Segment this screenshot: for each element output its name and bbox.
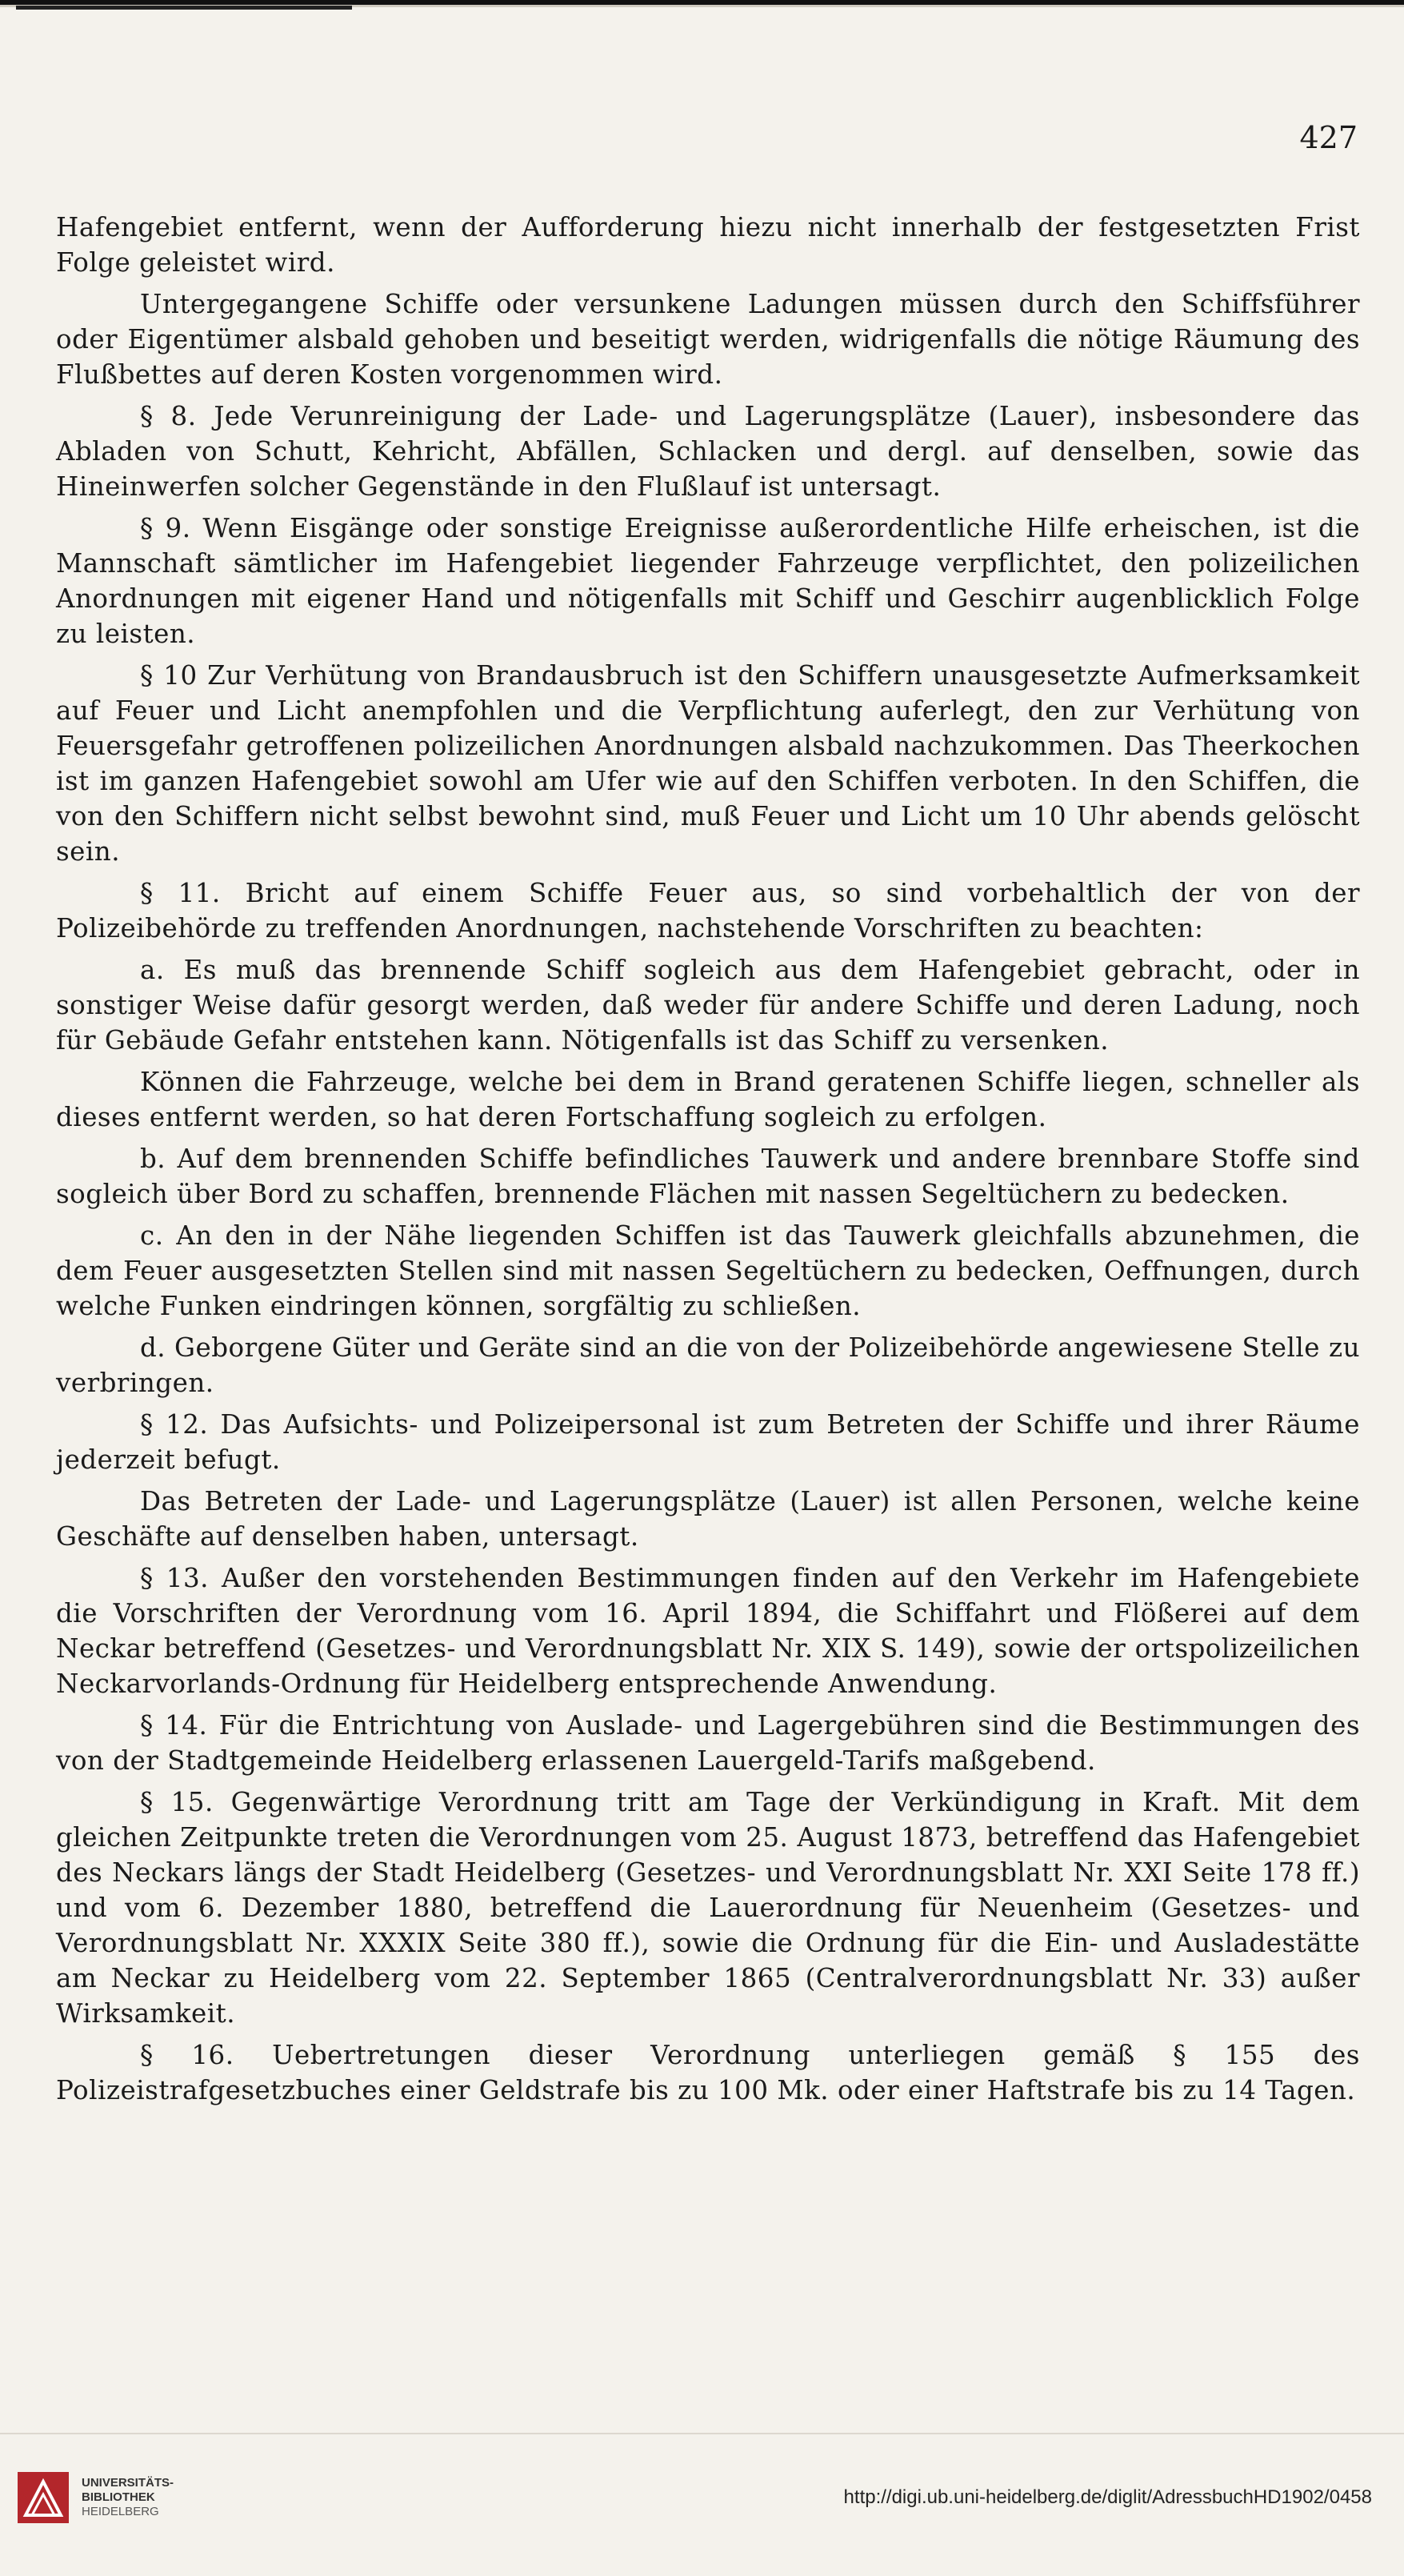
page-number: 427 — [1299, 120, 1358, 155]
section-14: § 14. Für die Entrichtung von Auslade- und Lagergebühren sind die Bestimmungen des von der Stadtgemeinde Heidelberg erlassenen Lauergeld-Tarifs maßgebend. — [56, 1710, 1360, 1776]
paragraph-continuation: Hafengebiet entfernt, wenn der Aufforderung hiezu nicht innerhalb der festgesetzten Frist Folge geleistet wird. — [56, 212, 1360, 278]
library-name — [82, 2476, 174, 2519]
section-12: § 12. Das Aufsichts- und Polizeipersonal ist zum Betreten der Schiffe und ihrer Räume jederzeit befugt. — [56, 1409, 1360, 1475]
section-13: § 13. Außer den vorstehenden Bestimmungen finden auf den Verkehr im Hafengebiete die Vorschriften der Verordnung vom 16. April 1894, die Schiffahrt und Flößerei auf dem Neckar betreffend (Gesetzes- und Verordnungsblatt Nr. XIX S. 149), sowie der ortspolizeilichen Neckarvorlands-Ordnung für Heidelberg entsprechende Anwendung. — [56, 1563, 1360, 1699]
library-name-line-2: BIBLIOTHEK — [82, 2490, 155, 2504]
section-12-note: Das Betreten der Lade- und Lagerungsplätze (Lauer) ist allen Personen, welche keine Geschäfte auf denselben haben, untersagt. — [56, 1486, 1360, 1552]
library-seal-icon — [16, 2470, 70, 2525]
section-11-item-a: a. Es muß das brennende Schiff sogleich aus dem Hafengebiet gebracht, oder in sonstiger Weise dafür gesorgt werden, daß weder für andere Schiffe und deren Ladung, noch für Gebäude Gefahr entstehen kann. Nötigenfalls ist das Schiff zu versenken. — [56, 955, 1360, 1056]
scan-top-edge — [0, 0, 1404, 13]
section-9: § 9. Wenn Eisgänge oder sonstige Ereignisse außerordentliche Hilfe erheischen, ist die Mannschaft sämtlicher im Hafengebiet liegender Fahrzeuge verpflichtet, den polizeilichen Anordnungen mit eigener Hand und nötigenfalls mit Schiff und Geschirr augenblicklich Folge zu leisten. — [56, 513, 1360, 649]
library-logo — [16, 2470, 174, 2525]
page-body — [56, 210, 1360, 2114]
section-11-item-b: b. Auf dem brennenden Schiffe befindliches Tauwerk und andere brennbare Stoffe sind sogleich über Bord zu schaffen, brennende Flächen mit nassen Segeltüchern zu bedecken. — [56, 1144, 1360, 1209]
permalink-url[interactable]: http://digi.ub.uni-heidelberg.de/diglit/AdressbuchHD1902/0458 — [843, 2486, 1372, 2508]
section-11: § 11. Bricht auf einem Schiffe Feuer aus, so sind vorbehaltlich der von der Polizeibehörde zu treffenden Anordnungen, nachstehende Vorschriften zu beachten: — [56, 878, 1360, 943]
digitization-footer — [0, 2433, 1404, 2576]
section-11-item-c: c. An den in der Nähe liegenden Schiffen ist das Tauwerk gleichfalls abzunehmen, die dem Feuer ausgesetzten Stellen sind mit nassen Segeltüchern zu bedecken, Oeffnungen, durch welche Funken eindringen können, sorgfältig zu schließen. — [56, 1220, 1360, 1321]
section-16: § 16. Uebertretungen dieser Verordnung unterliegen gemäß § 155 des Polizeistrafgesetzbuches einer Geldstrafe bis zu 100 Mk. oder einer Haftstrafe bis zu 14 Tagen. — [56, 2040, 1360, 2105]
paragraph-sunken-ships: Untergegangene Schiffe oder versunkene Ladungen müssen durch den Schiffsführer oder Eigentümer alsbald gehoben und beseitigt werden, widrigenfalls die nötige Räumung des Flußbettes auf deren Kosten vorgenommen wird. — [56, 289, 1360, 390]
section-10: § 10 Zur Verhütung von Brandausbruch ist den Schiffern unausgesetzte Aufmerksamkeit auf Feuer und Licht anempfohlen und die Verpflichtung auferlegt, den zur Verhütung von Feuersgefahr getroffenen polizeilichen Anordnungen alsbald nachzukommen. Das Theerkochen ist im ganzen Hafengebiet sowohl am Ufer wie auf den Schiffen verboten. In den Schiffen, die von den Schiffern nicht selbst bewohnt sind, muß Feuer und Licht um 10 Uhr abends gelöscht sein. — [56, 660, 1360, 867]
library-name-line-1: UNIVERSITÄTS- — [82, 2476, 174, 2490]
section-8: § 8. Jede Verunreinigung der Lade- und Lagerungsplätze (Lauer), insbesondere das Abladen von Schutt, Kehricht, Abfällen, Schlacken und dergl. auf denselben, sowie das Hineinwerfen solcher Gegenstände in den Flußlauf ist untersagt. — [56, 401, 1360, 502]
section-11-item-d: d. Geborgene Güter und Geräte sind an die von der Polizeibehörde angewiesene Stelle zu verbringen. — [56, 1332, 1360, 1398]
section-11-item-a-note: Können die Fahrzeuge, welche bei dem in Brand geratenen Schiffe liegen, schneller als dieses entfernt werden, so hat deren Fortschaffung sogleich zu erfolgen. — [56, 1067, 1360, 1132]
library-name-line-3: HEIDELBERG — [82, 2505, 159, 2518]
section-15: § 15. Gegenwärtige Verordnung tritt am Tage der Verkündigung in Kraft. Mit dem gleichen Zeitpunkte treten die Verordnungen vom 25. August 1873, betreffend das Hafengebiet des Neckars längs der Stadt Heidelberg (Gesetzes- und Verordnungsblatt Nr. XXI Seite 178 ff.) und vom 6. Dezember 1880, betreffend die Lauerordnung für Neuenheim (Gesetzes- und Verordnungsblatt Nr. XXXIX Seite 380 ff.), sowie die Ordnung für die Ein- und Ausladestätte am Neckar zu Heidelberg vom 22. September 1865 (Centralverordnungsblatt Nr. 33) außer Wirksamkeit. — [56, 1787, 1360, 2029]
